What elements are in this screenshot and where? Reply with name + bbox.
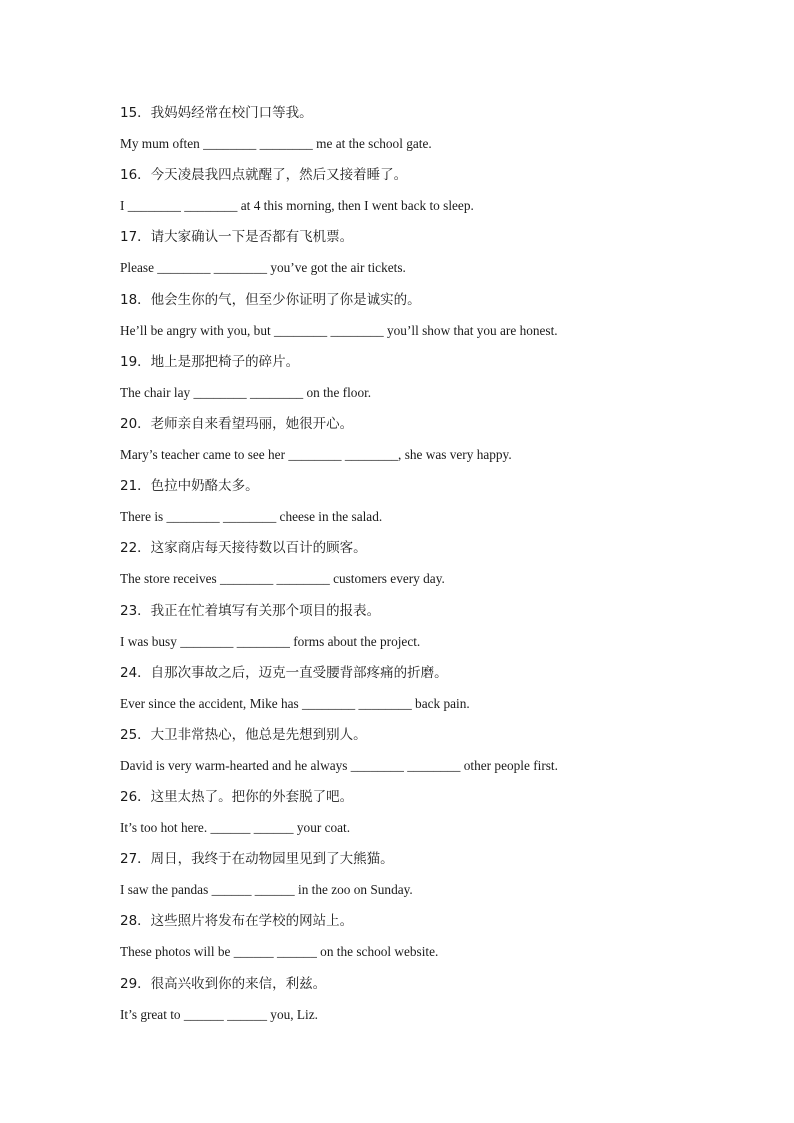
english-sentence: It’s great to ______ ______ you, Liz. bbox=[120, 1006, 318, 1022]
exercise-item bbox=[120, 848, 720, 910]
chinese-sentence: 15．我妈妈经常在校门口等我。 bbox=[120, 105, 313, 121]
exercise-item bbox=[120, 537, 720, 599]
english-sentence: I ________ ________ at 4 this morning, then I went back to sleep. bbox=[120, 198, 474, 214]
exercise-item bbox=[120, 910, 720, 972]
english-sentence: Please ________ ________ you’ve got the air tickets. bbox=[120, 260, 406, 276]
chinese-sentence: 25．大卫非常热心，他总是先想到别人。 bbox=[120, 726, 367, 743]
chinese-sentence: 27．周日，我终于在动物园里见到了大熊猫。 bbox=[120, 851, 394, 868]
chinese-sentence: 16．今天凌晨我四点就醒了，然后又接着睡了。 bbox=[120, 167, 408, 184]
exercise-item bbox=[120, 973, 720, 1035]
chinese-sentence: 28．这些照片将发布在学校的网站上。 bbox=[120, 913, 354, 930]
english-sentence: Mary’s teacher came to see her ________ ________, she was very happy. bbox=[120, 446, 512, 462]
english-sentence: It’s too hot here. ______ ______ your coat. bbox=[120, 820, 351, 836]
chinese-sentence: 19．地上是那把椅子的碎片。 bbox=[120, 353, 300, 370]
exercise-item bbox=[120, 600, 720, 662]
english-sentence: The chair lay ________ ________ on the floor. bbox=[120, 384, 372, 400]
exercise-item bbox=[120, 102, 720, 164]
english-sentence: He’ll be angry with you, but ________ ________ you’ll show that you are honest. bbox=[120, 322, 558, 338]
chinese-sentence: 29．很高兴收到你的来信，利兹。 bbox=[120, 975, 327, 992]
english-sentence: There is ________ ________ cheese in the salad. bbox=[120, 509, 383, 525]
chinese-sentence: 21．色拉中奶酪太多。 bbox=[120, 478, 259, 495]
chinese-sentence: 18．他会生你的气，但至少你证明了你是诚实的。 bbox=[120, 291, 421, 308]
exercise-item bbox=[120, 786, 720, 848]
chinese-sentence: 17．请大家确认一下是否都有飞机票。 bbox=[120, 229, 354, 246]
exercise-item bbox=[120, 662, 720, 724]
english-sentence: My mum often ________ ________ me at the school gate. bbox=[120, 136, 432, 151]
exercise-item bbox=[120, 289, 720, 351]
chinese-sentence: 26．这里太热了。把你的外套脱了吧。 bbox=[120, 789, 354, 806]
exercise-item bbox=[120, 164, 720, 226]
chinese-sentence: 22．这家商店每天接待数以百计的顾客。 bbox=[120, 540, 367, 557]
english-sentence: The store receives ________ ________ customers every day. bbox=[120, 571, 445, 587]
english-sentence: Ever since the accident, Mike has ________ ________ back pain. bbox=[120, 695, 470, 711]
exercise-item bbox=[120, 724, 720, 786]
english-sentence: David is very warm-hearted and he always ________ ________ other people first. bbox=[120, 757, 558, 773]
translation-exercise-list bbox=[120, 102, 720, 1035]
exercise-item bbox=[120, 475, 720, 537]
chinese-sentence: 23．我正在忙着填写有关那个项目的报表。 bbox=[120, 602, 381, 619]
english-sentence: I was busy ________ ________ forms about the project. bbox=[120, 633, 421, 649]
english-sentence: I saw the pandas ______ ______ in the zoo on Sunday. bbox=[120, 882, 413, 898]
chinese-sentence: 20．老师亲自来看望玛丽，她很开心。 bbox=[120, 415, 354, 432]
exercise-item bbox=[120, 226, 720, 288]
english-sentence: These photos will be ______ ______ on the school website. bbox=[120, 944, 439, 960]
exercise-item bbox=[120, 351, 720, 413]
chinese-sentence: 24．自那次事故之后，迈克一直受腰背部疼痛的折磨。 bbox=[120, 664, 448, 681]
exercise-item bbox=[120, 413, 720, 475]
